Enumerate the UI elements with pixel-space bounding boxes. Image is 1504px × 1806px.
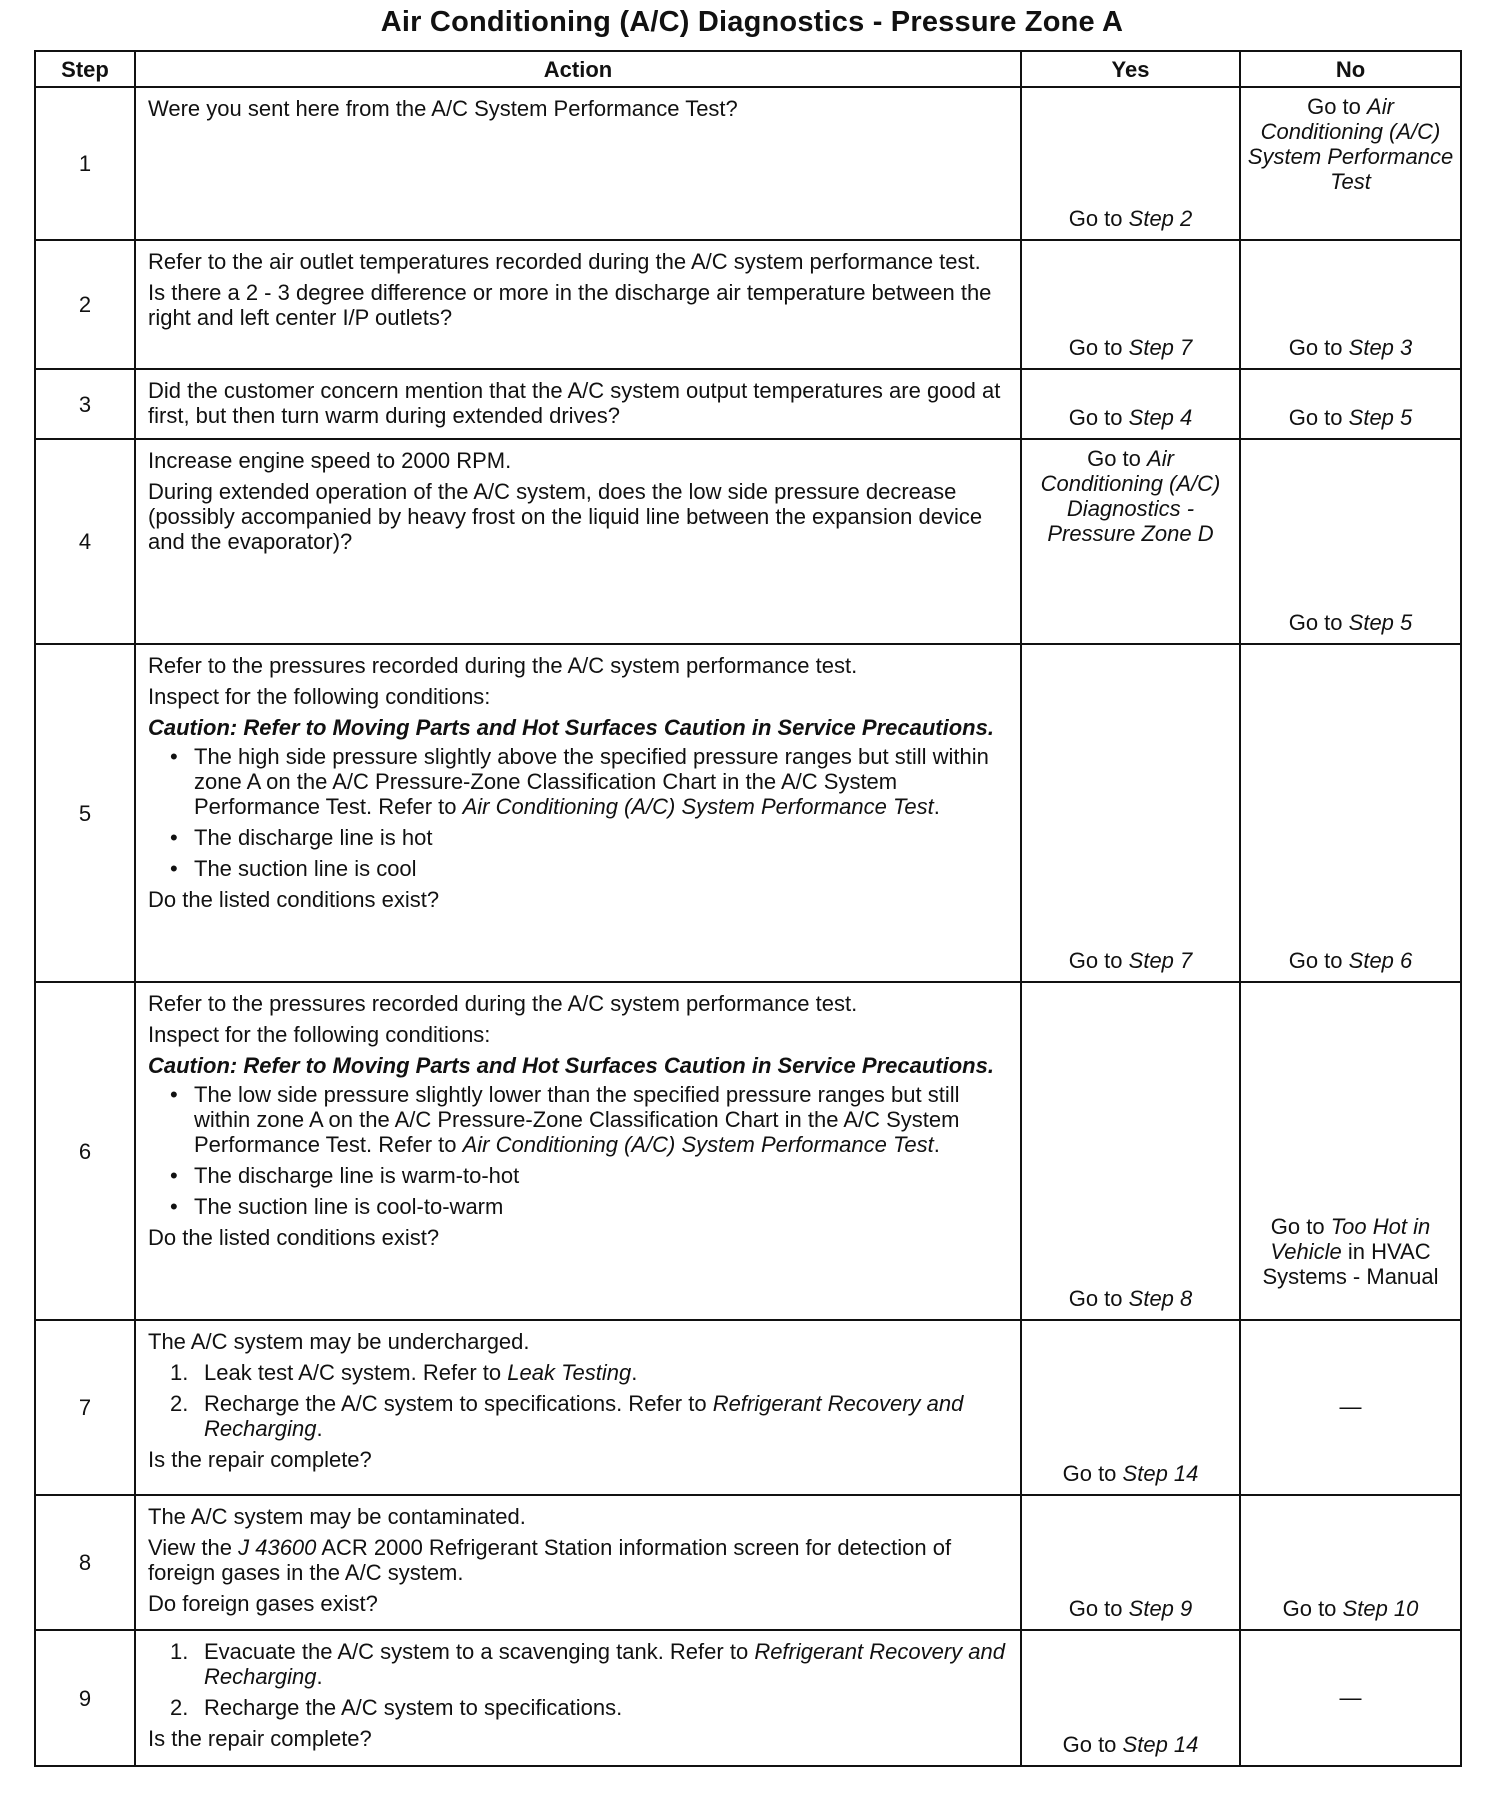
no-cell — [1240, 1320, 1461, 1495]
goto-text: Go to — [1087, 446, 1141, 471]
yes-cell — [1021, 87, 1240, 240]
yes-cell — [1021, 1630, 1240, 1766]
action-cell — [135, 369, 1021, 439]
action-cell — [135, 240, 1021, 369]
table-row — [35, 982, 1461, 1320]
condition-text: The low side pressure slightly lower than the specified pressure ranges but still within zone A on the A/C Pressure-Zone Classification Chart in the A/C System Performance Test. Refer to — [194, 1082, 960, 1157]
yes-link[interactable]: Step 7 — [1128, 948, 1193, 973]
no-cell — [1240, 369, 1461, 439]
header-yes: Yes — [1021, 51, 1240, 87]
instruction-text: View the — [148, 1535, 232, 1560]
yes-link[interactable]: Step 14 — [1122, 1461, 1199, 1486]
procedure-text: Recharge the A/C system to specifications. — [204, 1695, 623, 1720]
no-cell — [1240, 87, 1461, 240]
goto-text: Go to — [1062, 1732, 1117, 1757]
goto-text: Go to — [1062, 1461, 1117, 1486]
list-item: 2. Recharge the A/C system to specifications. — [170, 1695, 623, 1720]
instruction: Inspect for the following conditions: — [148, 1022, 491, 1047]
yes-cell — [1021, 439, 1240, 644]
condition-text: The suction line is cool — [194, 856, 417, 881]
condition-text: The high side pressure slightly above the specified pressure ranges but still within zone A on the A/C Pressure-Zone Classification Chart in the A/C System Performance Test. Refer to — [194, 744, 989, 819]
yes-cell — [1021, 1320, 1240, 1495]
goto-text: Go to — [1270, 1214, 1325, 1239]
no-cell — [1240, 1495, 1461, 1630]
yes-link[interactable]: Step 7 — [1128, 335, 1193, 360]
reference-link[interactable]: Refrigerant Recovery and Recharging — [204, 1391, 964, 1441]
goto-text: Go to — [1068, 1286, 1123, 1311]
dash: — — [1339, 1394, 1362, 1419]
procedure-text: Leak test A/C system. Refer to — [204, 1360, 502, 1385]
question: Do the listed conditions exist? — [148, 887, 440, 912]
goto-text: Go to — [1288, 405, 1343, 430]
header-no: No — [1240, 51, 1461, 87]
procedure-list — [148, 1639, 1010, 1720]
question: Were you sent here from the A/C System Performance Test? — [148, 96, 738, 121]
procedure-text: Recharge the A/C system to specifications. Refer to — [204, 1391, 707, 1416]
list-item — [148, 1163, 1010, 1188]
goto-text: Go to — [1288, 610, 1343, 635]
goto-text: Go to — [1068, 1596, 1123, 1621]
step-number: 2 — [35, 240, 135, 369]
instruction: Refer to the pressures recorded during the A/C system performance test. — [148, 991, 858, 1016]
step-number: 9 — [35, 1630, 135, 1766]
list-item: 2. Recharge the A/C system to specifications. Refer to Refrigerant Recovery and Recharging. — [170, 1391, 964, 1441]
yes-link[interactable]: Step 9 — [1128, 1596, 1193, 1621]
action-cell — [135, 982, 1021, 1320]
list-item: • The low side pressure slightly lower than the specified pressure ranges but still within zone A on the A/C Pressure-Zone Classification Chart in the A/C System Performance Test. Refer to Air Conditioning (A/C) System Performance Test. — [148, 1082, 1010, 1157]
no-cell — [1240, 439, 1461, 644]
condition-list — [148, 1082, 1010, 1219]
no-cell — [1240, 644, 1461, 982]
condition-list — [148, 744, 1010, 881]
no-link[interactable]: Step 3 — [1348, 335, 1413, 360]
goto-text: Go to — [1288, 335, 1343, 360]
question: Is there a 2 - 3 degree difference or more in the discharge air temperature between the right and left center I/P outlets? — [148, 280, 992, 330]
list-item — [148, 1194, 1010, 1219]
table-row — [35, 644, 1461, 982]
table-row — [35, 369, 1461, 439]
header-action: Action — [135, 51, 1021, 87]
instruction: Refer to the air outlet temperatures recorded during the A/C system performance test. — [148, 249, 981, 274]
goto-text: Go to — [1307, 94, 1361, 119]
action-cell — [135, 439, 1021, 644]
no-link[interactable]: Step 6 — [1348, 948, 1413, 973]
table-row — [35, 1495, 1461, 1630]
no-link[interactable]: Air Conditioning (A/C) System Performance Test — [1247, 94, 1454, 194]
yes-link[interactable]: Step 14 — [1122, 1732, 1199, 1757]
list-item: 1. Leak test A/C system. Refer to Leak Testing. — [170, 1360, 638, 1385]
no-link[interactable]: Too Hot in Vehicle — [1270, 1214, 1431, 1264]
header-step: Step — [35, 51, 135, 87]
table-row — [35, 439, 1461, 644]
no-manual-ref: HVAC Systems - Manual — [1262, 1239, 1439, 1289]
table-row — [35, 87, 1461, 240]
yes-cell — [1021, 1495, 1240, 1630]
yes-cell — [1021, 644, 1240, 982]
step-number: 6 — [35, 982, 135, 1320]
question: Do foreign gases exist? — [148, 1591, 378, 1616]
no-link[interactable]: Step 5 — [1348, 610, 1413, 635]
list-item — [148, 856, 1010, 881]
yes-link[interactable]: Step 2 — [1128, 206, 1193, 231]
action-cell — [135, 644, 1021, 982]
yes-link[interactable]: Step 4 — [1128, 405, 1193, 430]
yes-cell — [1021, 982, 1240, 1320]
step-number: 1 — [35, 87, 135, 240]
instruction: Increase engine speed to 2000 RPM. — [148, 448, 512, 473]
list-item: 1. Evacuate the A/C system to a scavenging tank. Refer to Refrigerant Recovery and Recharging. — [170, 1639, 1005, 1689]
action-cell — [135, 1320, 1021, 1495]
no-cell — [1240, 1630, 1461, 1766]
goto-text: Go to — [1282, 1596, 1337, 1621]
step-number: 5 — [35, 644, 135, 982]
list-item: • The high side pressure slightly above the specified pressure ranges but still within zone A on the A/C Pressure-Zone Classification Chart in the A/C System Performance Test. Refer to Air Conditioning (A/C) System Performance Test. — [148, 744, 1010, 819]
yes-cell — [1021, 369, 1240, 439]
page-title: Air Conditioning (A/C) Diagnostics - Pressure Zone A — [380, 6, 1124, 38]
table-row — [35, 1630, 1461, 1766]
diagnostic-table — [34, 50, 1462, 1767]
no-connector: in — [1347, 1239, 1365, 1264]
instruction: Refer to the pressures recorded during the A/C system performance test. — [148, 653, 858, 678]
instruction: Inspect for the following conditions: — [148, 684, 491, 709]
procedure-list — [148, 1360, 1010, 1441]
goto-text: Go to — [1068, 405, 1123, 430]
caution-note: Caution: Refer to Moving Parts and Hot Surfaces Caution in Service Precautions. — [148, 715, 994, 740]
step-number: 4 — [35, 439, 135, 644]
step-number: 8 — [35, 1495, 135, 1630]
condition-text: The discharge line is warm-to-hot — [194, 1163, 520, 1188]
caution-note: Caution: Refer to Moving Parts and Hot Surfaces Caution in Service Precautions. — [148, 1053, 994, 1078]
step-number: 3 — [35, 369, 135, 439]
table-row — [35, 240, 1461, 369]
goto-text: Go to — [1068, 206, 1123, 231]
goto-text: Go to — [1068, 948, 1123, 973]
question: Is the repair complete? — [148, 1447, 372, 1472]
reference-link[interactable]: Air Conditioning (A/C) System Performance Test — [462, 794, 934, 819]
yes-link[interactable]: Air Conditioning (A/C) Diagnostics - Pressure Zone D — [1040, 446, 1221, 546]
no-cell — [1240, 982, 1461, 1320]
reference-link[interactable]: Air Conditioning (A/C) System Performance Test — [462, 1132, 934, 1157]
condition-text: The discharge line is hot — [194, 825, 433, 850]
reference-link[interactable]: Leak Testing — [507, 1360, 632, 1385]
instruction: The A/C system may be contaminated. — [148, 1504, 526, 1529]
table-row — [35, 1320, 1461, 1495]
no-link[interactable]: Step 10 — [1342, 1596, 1419, 1621]
question: During extended operation of the A/C system, does the low side pressure decrease (possibly accompanied by heavy frost on the liquid line between the expansion device and the evaporator)? — [148, 479, 983, 554]
action-cell — [135, 1495, 1021, 1630]
instruction-text: ACR 2000 Refrigerant Station information screen for detection of foreign gases in the A/C system. — [148, 1535, 952, 1585]
yes-cell — [1021, 240, 1240, 369]
procedure-text: Evacuate the A/C system to a scavenging tank. Refer to — [204, 1639, 749, 1664]
question: Do the listed conditions exist? — [148, 1225, 440, 1250]
dash: — — [1339, 1684, 1362, 1710]
action-cell — [135, 1630, 1021, 1766]
question: Did the customer concern mention that the A/C system output temperatures are good at first, but then turn warm during extended drives? — [148, 378, 1001, 428]
goto-text: Go to — [1288, 948, 1343, 973]
tool-reference: J 43600 — [238, 1535, 317, 1560]
step-number: 7 — [35, 1320, 135, 1495]
table-header-row — [35, 51, 1461, 87]
no-cell — [1240, 240, 1461, 369]
condition-text: The suction line is cool-to-warm — [194, 1194, 504, 1219]
goto-text: Go to — [1068, 335, 1123, 360]
action-cell — [135, 87, 1021, 240]
yes-link[interactable]: Step 8 — [1128, 1286, 1193, 1311]
instruction-tool — [148, 1535, 1010, 1585]
question: Is the repair complete? — [148, 1726, 372, 1751]
reference-link[interactable]: Refrigerant Recovery and Recharging — [204, 1639, 1005, 1689]
instruction: The A/C system may be undercharged. — [148, 1329, 530, 1354]
no-link[interactable]: Step 5 — [1348, 405, 1413, 430]
list-item — [148, 825, 1010, 850]
